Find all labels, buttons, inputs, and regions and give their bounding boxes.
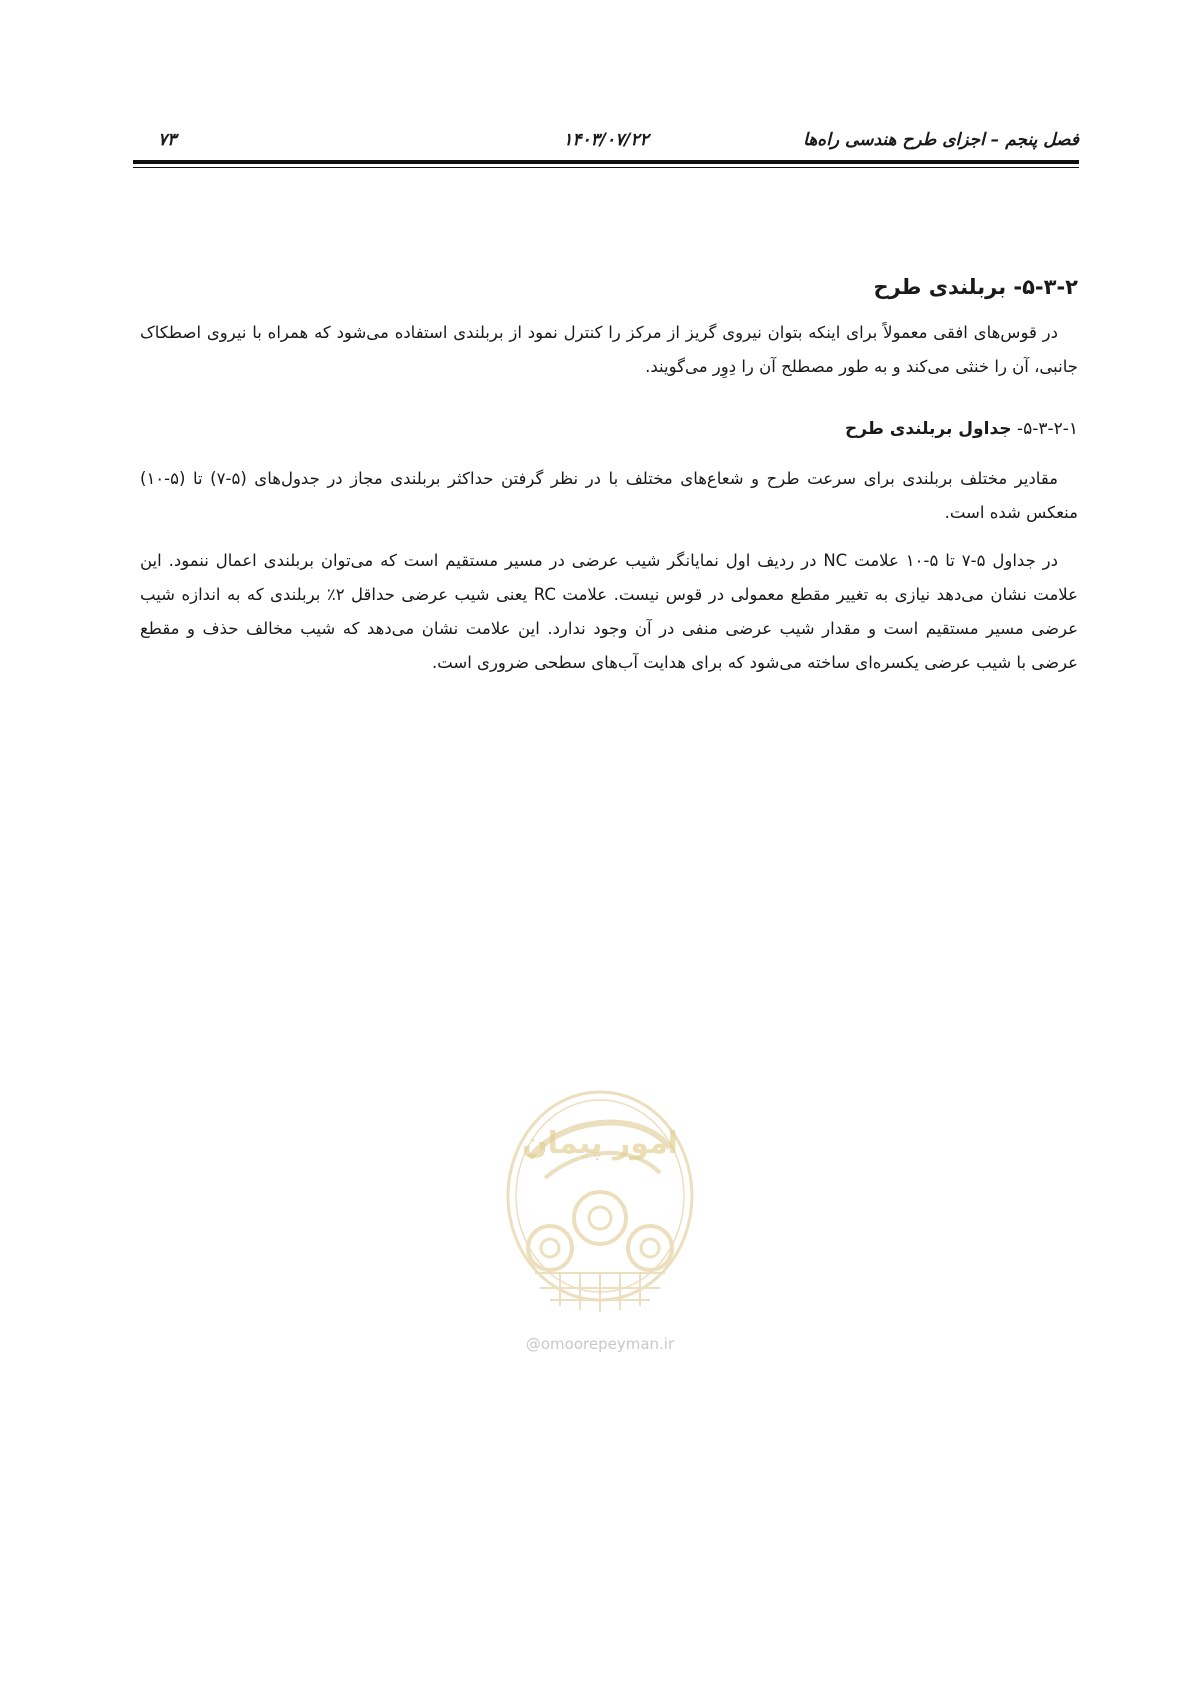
watermark-logo-text: امور پیمان (522, 1126, 678, 1161)
chapter-title: فصل پنجم – اجزای طرح هندسی راه‌ها (803, 130, 1079, 150)
watermark-url: @omoorepeyman.ir (525, 1335, 675, 1353)
page-number: ۷۳ (158, 130, 177, 150)
section-heading: ۵-۳-۲- بربلندی طرح (873, 275, 1078, 299)
omoorepeyman-seal-icon (490, 1078, 710, 1318)
page-content (140, 272, 1078, 686)
section-paragraph: در قوس‌های افقی معمولاً برای اینکه بتوان نیروی گریز از مرکز را کنترل نمود از بربلندی استفاده می‌شود که همراه با نیروی اصطکاک جانبی، آن را خنثی می‌کند و به طور مصطلح آن را دِوِر می‌گویند. (140, 323, 1078, 376)
subsection-heading (140, 414, 1078, 444)
subsection-number: ۵-۳-۲-۱- (1011, 419, 1078, 439)
subsection-paragraph-2: در جداول ۵-۷ تا ۵-۱۰ علامت NC در ردیف اول نمایانگر شیب عرضی در مسیر مستقیم است که می‌توان بربلندی اعمال ننمود. این علامت نشان می‌دهد نیازی به تغییر مقطع معمولی در قوس نیست. علامت RC یعنی شیب عرضی حداقل ۲٪ بربلندی که به اندازه شیب عرضی مسیر مستقیم است و مقدار شیب عرضی منفی در آن وجود ندارد. این علامت نشان می‌دهد که شیب مخالف حذف و مقطع عرضی با شیب عرضی یکسره‌ای ساخته می‌شود که برای هدایت آب‌های سطحی ضروری است. (140, 551, 1078, 672)
subsection-paragraph-1: مقادیر مختلف بربلندی برای سرعت طرح و شعاع‌های مختلف با در نظر گرفتن حداکثر بربلندی مجاز در جدول‌های (۵-۷) تا (۵-۱۰) منعکس شده است. (140, 469, 1078, 522)
header-date: ۱۴۰۳/۰۷/۲۲ (563, 130, 649, 150)
header-rule-thick (133, 160, 1079, 164)
running-header (133, 128, 1079, 158)
subsection-title: جداول بربلندی طرح (845, 419, 1012, 439)
header-rule-thin (133, 167, 1079, 168)
